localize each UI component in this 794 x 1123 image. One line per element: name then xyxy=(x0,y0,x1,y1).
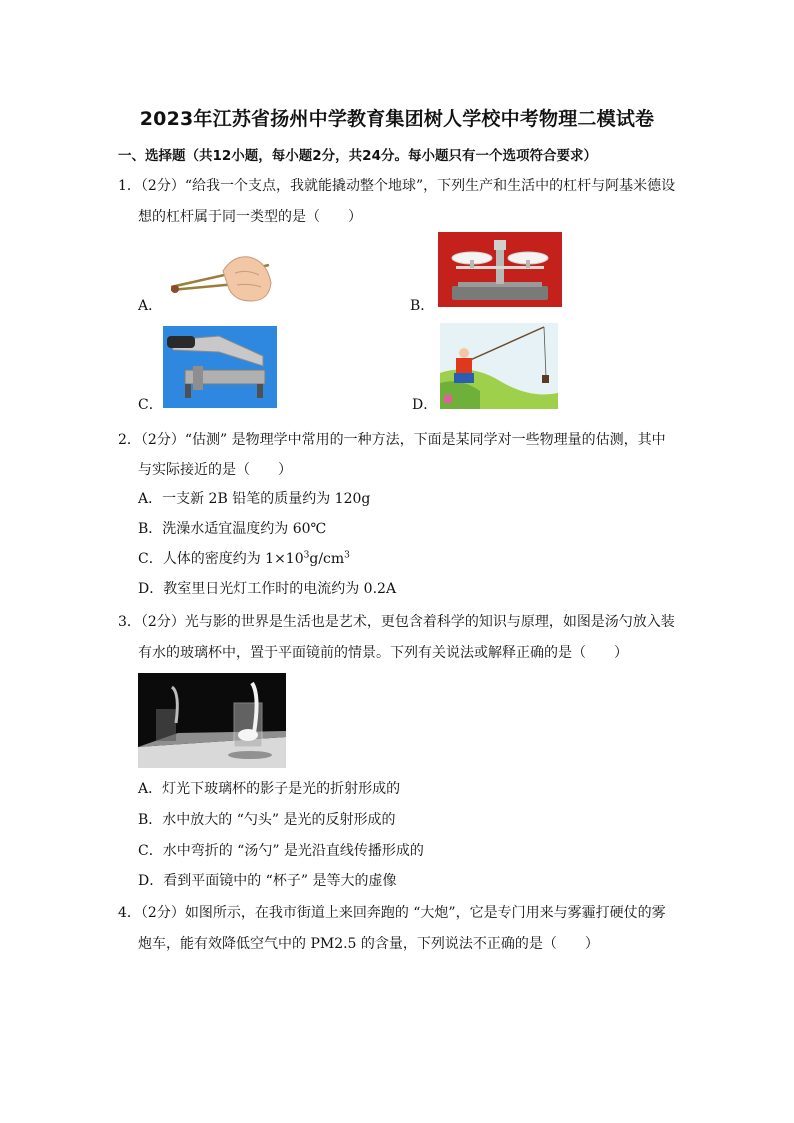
question-1-text-line-1: 1．（2分）“给我一个支点，我就能撬动整个地球”，下列生产和生活中的杠杆与阿基米德设 xyxy=(118,178,676,194)
balance-scale-image xyxy=(438,232,562,307)
unit-exponent: 3 xyxy=(344,550,350,561)
question-2-text-line-2: 与实际接近的是（ ） xyxy=(138,462,292,478)
question-3-text-line-1: 3．（2分）光与影的世界是生活也是艺术，更包含着科学的知识与原理，如图是汤勺放入装 xyxy=(118,614,675,630)
spoon-glass-mirror-image xyxy=(138,673,286,768)
question-2-option-a: A．一支新 2B 铅笔的质量约为 120g xyxy=(138,491,371,507)
option-c-label: C． xyxy=(138,397,163,413)
chopsticks-image xyxy=(163,243,275,305)
question-2-option-c xyxy=(138,550,350,568)
paper-cutter-image xyxy=(163,326,277,408)
unit-text: g/cm xyxy=(309,551,345,567)
option-d-label: D． xyxy=(412,397,438,413)
page-title: 2023年江苏省扬州中学教育集团树人学校中考物理二模试卷 xyxy=(139,108,655,130)
question-2-option-d: D．教室里日光灯工作时的电流约为 0.2A xyxy=(138,581,397,597)
question-3-option-c: C．水中弯折的 “汤勺” 是光沿直线传播形成的 xyxy=(138,843,424,859)
question-2-text-line-1: 2．（2分）“估测” 是物理学中常用的一种方法，下面是某同学对一些物理量的估测，其中 xyxy=(118,432,666,448)
question-4-text-line-2: 炮车，能有效降低空气中的 PM2.5 的含量，下列说法不正确的是（ ） xyxy=(138,936,599,952)
section-heading: 一、选择题（共12小题，每小题2分，共24分。每小题只有一个选项符合要求） xyxy=(118,148,597,164)
fishing-rod-image xyxy=(440,323,558,409)
question-3-text-line-2: 有水的玻璃杯中，置于平面镜前的情景。下列有关说法或解释正确的是（ ） xyxy=(138,645,628,661)
option-a-label: A． xyxy=(138,298,163,314)
question-4-text-line-1: 4．（2分）如图所示，在我市街道上来回奔跑的 “大炮”，它是专门用来与雾霾打硬仗的雾 xyxy=(118,905,666,921)
question-1-text-line-2: 想的杠杆属于同一类型的是（ ） xyxy=(138,209,362,225)
exponent: 3 xyxy=(303,550,310,561)
question-3-option-a: A．灯光下玻璃杯的影子是光的折射形成的 xyxy=(138,781,401,797)
option-b-label: B． xyxy=(410,298,435,314)
question-3-option-b: B．水中放大的 “勺头” 是光的反射形成的 xyxy=(138,812,396,828)
option-c-text: C．人体的密度约为 1×10 xyxy=(138,551,304,567)
question-2-option-b: B．洗澡水适宜温度约为 60℃ xyxy=(138,521,327,537)
question-3-option-d: D．看到平面镜中的 “杯子” 是等大的虚像 xyxy=(138,873,397,889)
